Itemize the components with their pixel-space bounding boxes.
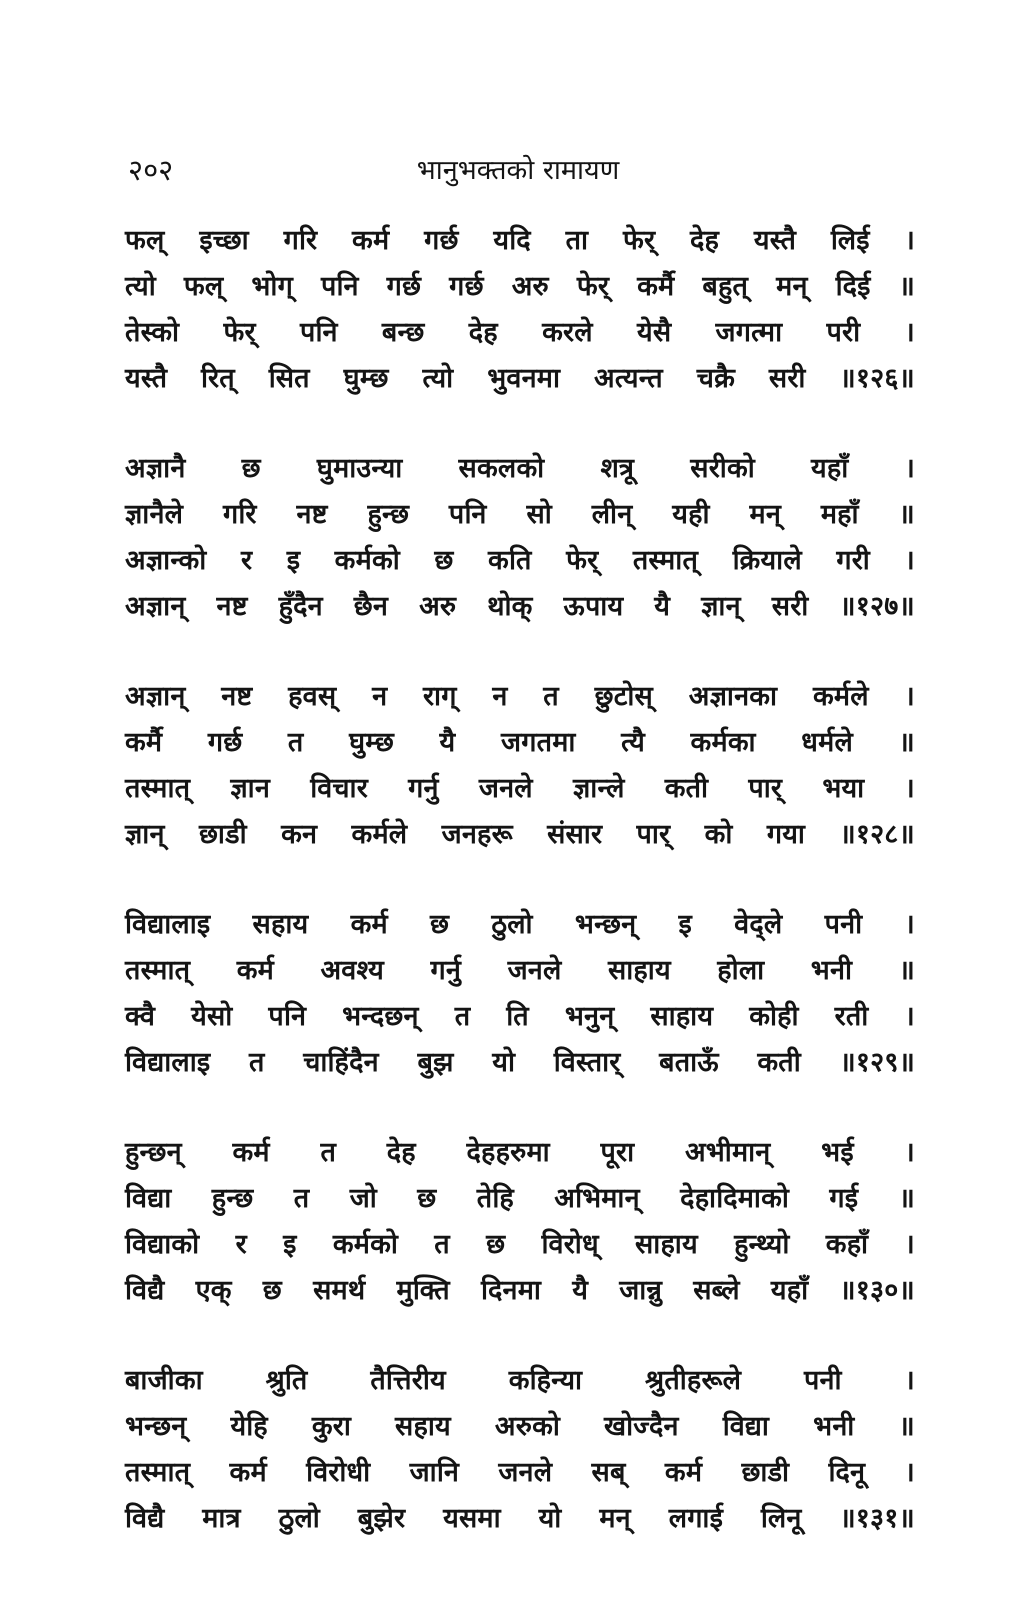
stanza <box>125 1130 915 1314</box>
verse-word: चाहिंदैन <box>303 1047 379 1078</box>
verse-line <box>125 356 915 402</box>
verse-word: थोक् <box>487 591 533 622</box>
verse-word: त्यो <box>422 363 454 394</box>
verse-end-mark: । <box>904 1229 915 1260</box>
verse-word: बाजीका <box>125 1365 203 1396</box>
verse-line <box>125 538 915 584</box>
verse-word: लीन् <box>591 499 633 530</box>
verse-word: कर्म <box>352 225 390 256</box>
verse-line <box>125 1130 915 1176</box>
verse-end-mark: । <box>904 681 915 712</box>
verse-word: सरी <box>771 591 809 622</box>
page-number: २०२ <box>128 153 174 187</box>
verse-word: छुटोस् <box>594 681 654 712</box>
verse-word: खोज्दैन <box>604 1411 679 1442</box>
verse-word: त <box>434 1229 450 1260</box>
running-header <box>128 142 908 192</box>
verse-line <box>125 1222 915 1268</box>
verse-word: र <box>235 1229 247 1260</box>
verse-word: त <box>543 681 559 712</box>
verse-word: त्यै <box>621 727 645 758</box>
verse-word: कर्म <box>664 1457 703 1488</box>
verse-word: यही <box>672 499 710 530</box>
verse-word: जनले <box>498 1457 553 1488</box>
verse-word: करले <box>542 317 593 348</box>
verse-word: सहाय <box>252 909 309 940</box>
verse-word: बुझेर <box>357 1503 406 1534</box>
verse-word: मात्र <box>202 1503 241 1534</box>
verse-word: अज्ञानका <box>688 681 778 712</box>
verse-word: विद्यालाइ <box>125 909 211 940</box>
verse-end-mark: । <box>904 225 915 256</box>
verse-word: छाडी <box>741 1457 790 1488</box>
verse-word: सब्ले <box>693 1275 740 1306</box>
verse-word: फल् <box>183 271 224 302</box>
verse-word: यस्तै <box>125 363 168 394</box>
verse-word: रती <box>834 1001 869 1032</box>
verse-word: यदि <box>493 225 531 256</box>
verse-word: भया <box>822 773 865 804</box>
verse-word: र <box>240 545 253 576</box>
verse-word: येसै <box>636 317 672 348</box>
verse-word: कर्म <box>236 955 274 986</box>
verse-word: जनले <box>478 773 533 804</box>
verse-word: क्रियाले <box>732 545 802 576</box>
verse-word: त <box>249 1047 265 1078</box>
verse-word: जो <box>349 1183 377 1214</box>
verse-word: छ <box>434 545 454 576</box>
verse-word: देह <box>386 1137 416 1168</box>
verse-word: एक् <box>195 1275 232 1306</box>
verse-word: श्रुतीहरूले <box>645 1365 742 1396</box>
verse-word: कर्मको <box>334 545 400 576</box>
verse-word: कर्म <box>350 909 388 940</box>
verse-word: गई <box>829 1183 859 1214</box>
verse-word: छ <box>486 1229 506 1260</box>
verse-word: गर्छ <box>424 225 459 256</box>
verse-word: अरु <box>511 271 549 302</box>
verse-end-mark: ॥ <box>898 271 915 302</box>
verse-word: न <box>372 681 388 712</box>
verse-word: सरी <box>768 363 806 394</box>
verse-word: फेर् <box>622 225 656 256</box>
verse-word: गर्छ <box>207 727 243 758</box>
verse-word: पूरा <box>600 1137 635 1168</box>
verse-word: दिई <box>835 271 871 302</box>
verse-word: हुन्छ <box>367 499 410 530</box>
verse-word: गया <box>766 819 806 850</box>
verse-word: इ <box>286 545 301 576</box>
verse-end-mark: । <box>904 317 915 348</box>
verse-word: पनि <box>268 1001 307 1032</box>
verse-word: देहादिमाको <box>680 1183 790 1214</box>
verse-word: सहाय <box>395 1411 451 1442</box>
verse-word: ता <box>565 225 589 256</box>
verse-word: ऊपाय <box>563 591 624 622</box>
verse-word: कन <box>281 819 318 850</box>
verse-word: यो <box>538 1503 562 1534</box>
verse-word: अभीमान् <box>684 1137 771 1168</box>
verse-word: छाडी <box>199 819 247 850</box>
verse-word: ज्ञान्ले <box>572 773 625 804</box>
verse-word: जगत्मा <box>715 317 783 348</box>
verse-word: विरोधी <box>306 1457 371 1488</box>
verse-word: फेर् <box>566 545 599 576</box>
verse-word: देह <box>468 317 498 348</box>
verse-end-mark: ॥१३१॥ <box>839 1503 915 1534</box>
verse-word: मन् <box>599 1503 631 1534</box>
verse-word: सित <box>268 363 310 394</box>
verse-word: सब् <box>591 1457 626 1488</box>
verse-word: यहाँ <box>770 1275 809 1306</box>
verse-line <box>125 674 915 720</box>
verse-word: विस्तार् <box>553 1047 621 1078</box>
verse-word: भन्छन् <box>125 1411 187 1442</box>
verse-word: तस्मात् <box>125 773 191 804</box>
verse-word: धर्मले <box>801 727 853 758</box>
verse-word: कर्मको <box>332 1229 399 1260</box>
stanza <box>125 1358 915 1542</box>
verse-word: अत्यन्त <box>594 363 663 394</box>
verse-end-mark: । <box>904 1365 915 1396</box>
verse-word: येसो <box>191 1001 233 1032</box>
verse-end-mark: । <box>904 453 915 484</box>
verse-word: पनि <box>320 271 359 302</box>
verse-word: जान्नु <box>619 1275 663 1306</box>
verse-line <box>125 1176 915 1222</box>
verse-word: मुक्ति <box>396 1275 450 1306</box>
verse-word: तस्मात् <box>632 545 699 576</box>
verse-word: कर्म <box>232 1137 270 1168</box>
verse-word: गरी <box>836 545 870 576</box>
verse-word: ज्ञान् <box>701 591 741 622</box>
verse-end-mark: । <box>904 909 915 940</box>
verse-word: ज्ञानैले <box>125 499 184 530</box>
verse-word: श्रुति <box>265 1365 308 1396</box>
verse-line <box>125 1268 915 1314</box>
verse-line <box>125 492 915 538</box>
verse-word: यै <box>654 591 671 622</box>
verse-end-mark: ॥ <box>898 1411 915 1442</box>
verse-word: त <box>287 727 304 758</box>
verse-word: इ <box>678 909 692 940</box>
verse-word: क्वै <box>125 1001 156 1032</box>
verse-line <box>125 902 915 948</box>
verse-word: अज्ञान् <box>125 681 186 712</box>
verse-word: फेर् <box>576 271 610 302</box>
verse-end-mark: ॥ <box>898 727 915 758</box>
verse-word: देहहरुमा <box>466 1137 550 1168</box>
verse-line <box>125 1040 915 1086</box>
verse-word: जानि <box>409 1457 460 1488</box>
verse-word: तेहि <box>476 1183 514 1214</box>
verse-line <box>125 446 915 492</box>
verse-line <box>125 994 915 1040</box>
verse-word: फेर् <box>223 317 256 348</box>
verse-word: बन्छ <box>381 317 425 348</box>
verse-word: नष्ट <box>216 591 248 622</box>
verse-end-mark: ॥ <box>898 1183 915 1214</box>
verse-word: पनि <box>299 317 338 348</box>
verse-line <box>125 812 915 858</box>
verse-word: कोही <box>749 1001 799 1032</box>
verse-word: भन्छन् <box>574 909 637 940</box>
verse-word: त <box>293 1183 310 1214</box>
verse-word: छ <box>430 909 450 940</box>
verse-block <box>125 218 915 1542</box>
verse-word: इच्छा <box>199 225 249 256</box>
verse-end-mark: । <box>904 1137 915 1168</box>
verse-word: इ <box>283 1229 297 1260</box>
verse-word: छ <box>241 453 261 484</box>
verse-word: जनले <box>507 955 562 986</box>
verse-word: कर्मै <box>125 727 163 758</box>
verse-word: भोग् <box>251 271 293 302</box>
verse-word: साहाय <box>607 955 671 986</box>
verse-word: मन् <box>776 271 808 302</box>
verse-line <box>125 218 915 264</box>
verse-word: विरोध् <box>541 1229 599 1260</box>
verse-end-mark: । <box>904 1001 915 1032</box>
verse-line <box>125 1358 915 1404</box>
verse-word: ठुलो <box>491 909 533 940</box>
verse-word: हुन्छन् <box>125 1137 182 1168</box>
verse-word: अज्ञान्को <box>125 545 207 576</box>
verse-word: पनी <box>803 1365 842 1396</box>
verse-line <box>125 1496 915 1542</box>
verse-word: छ <box>262 1275 282 1306</box>
verse-word: वेद्ले <box>734 909 783 940</box>
verse-word: हुन्छ <box>211 1183 254 1214</box>
verse-word: अवश्य <box>320 955 385 986</box>
verse-word: येहि <box>230 1411 268 1442</box>
verse-word: छैन <box>353 591 389 622</box>
verse-word: तेस्को <box>125 317 180 348</box>
verse-word: त्यो <box>125 271 156 302</box>
verse-word: गर्नु <box>430 955 462 986</box>
verse-word: विचार <box>310 773 368 804</box>
verse-word: लिनू <box>760 1503 802 1534</box>
verse-word: शत्रू <box>600 453 635 484</box>
verse-word: कती <box>664 773 709 804</box>
verse-word: विद्यै <box>125 1503 165 1534</box>
verse-word: कहाँ <box>825 1229 869 1260</box>
verse-word: पनी <box>824 909 863 940</box>
verse-word: गर्नु <box>408 773 439 804</box>
verse-end-mark: ॥ <box>898 955 915 986</box>
verse-word: विद्या <box>125 1183 172 1214</box>
verse-word: पनि <box>448 499 487 530</box>
verse-word: हुन्थ्यो <box>734 1229 790 1260</box>
verse-word: ठुलो <box>278 1503 320 1534</box>
verse-word: दिनमा <box>481 1275 542 1306</box>
verse-word: भई <box>821 1137 854 1168</box>
verse-word: कर्मका <box>690 727 756 758</box>
verse-word: कर्मै <box>637 271 675 302</box>
stanza <box>125 446 915 630</box>
verse-word: महाँ <box>820 499 859 530</box>
verse-word: गरि <box>283 225 318 256</box>
verse-word: चक्रै <box>696 363 736 394</box>
verse-word: भन्दछन् <box>342 1001 419 1032</box>
verse-end-mark: ॥१२६॥ <box>839 363 915 394</box>
verse-word: परी <box>826 317 861 348</box>
verse-word: साहाय <box>650 1001 714 1032</box>
verse-line <box>125 720 915 766</box>
verse-word: समर्थ <box>313 1275 366 1306</box>
verse-word: कर्मले <box>812 681 869 712</box>
verse-word: भनुन् <box>564 1001 615 1032</box>
verse-word: लिई <box>830 225 870 256</box>
verse-word: सकलको <box>458 453 545 484</box>
verse-word: बुझ <box>417 1047 454 1078</box>
stanza <box>125 218 915 402</box>
verse-end-mark: ॥ <box>898 499 915 530</box>
verse-line <box>125 766 915 812</box>
verse-word: यै <box>439 727 456 758</box>
verse-word: सो <box>526 499 552 530</box>
verse-word: नष्ट <box>221 681 253 712</box>
verse-word: घुम्छ <box>349 727 394 758</box>
verse-word: राग् <box>423 681 457 712</box>
verse-word: मन् <box>749 499 781 530</box>
verse-word: कती <box>757 1047 801 1078</box>
verse-word: पार् <box>636 819 671 850</box>
verse-word: नष्ट <box>296 499 328 530</box>
verse-end-mark: ॥१२७॥ <box>839 591 915 622</box>
verse-word: गरि <box>223 499 257 530</box>
verse-word: विद्याको <box>125 1229 200 1260</box>
verse-line <box>125 948 915 994</box>
verse-end-mark: । <box>904 545 915 576</box>
verse-word: अरु <box>419 591 457 622</box>
verse-line <box>125 310 915 356</box>
verse-word: जगतमा <box>500 727 576 758</box>
verse-end-mark: ॥१३०॥ <box>839 1275 915 1306</box>
verse-word: यै <box>572 1275 589 1306</box>
verse-word: तैत्तिरीय <box>370 1365 446 1396</box>
verse-word: कर्मले <box>351 819 408 850</box>
verse-word: तस्मात् <box>125 1457 191 1488</box>
verse-word: हुँदैन <box>278 591 323 622</box>
verse-word: कहिन्या <box>508 1365 583 1396</box>
verse-end-mark: ॥१२८॥ <box>839 819 915 850</box>
verse-line <box>125 584 915 630</box>
verse-word: अभिमान् <box>554 1183 640 1214</box>
verse-word: बहुत् <box>702 271 749 302</box>
verse-word: घुम्छ <box>343 363 389 394</box>
stanza <box>125 902 915 1086</box>
verse-word: यस्तै <box>753 225 797 256</box>
verse-word: साहाय <box>635 1229 698 1260</box>
verse-word: विद्यालाइ <box>125 1047 211 1078</box>
verse-word: ज्ञान् <box>125 819 165 850</box>
verse-word: गर्छ <box>386 271 422 302</box>
verse-word: लगाई <box>668 1503 724 1534</box>
verse-word: छ <box>417 1183 437 1214</box>
verse-word: देह <box>690 225 720 256</box>
verse-word: कति <box>488 545 532 576</box>
verse-word: यहाँ <box>811 453 849 484</box>
verse-word: विद्या <box>722 1411 770 1442</box>
verse-word: जनहरू <box>441 819 513 850</box>
verse-word: विद्यै <box>125 1275 165 1306</box>
verse-word: यसमा <box>443 1503 501 1534</box>
verse-word: दिनू <box>828 1457 866 1488</box>
verse-word: घुमाउन्या <box>316 453 403 484</box>
verse-word: सरीको <box>690 453 755 484</box>
verse-word: अरुको <box>494 1411 561 1442</box>
verse-end-mark: । <box>904 1457 915 1488</box>
verse-word: हवस् <box>288 681 337 712</box>
verse-word: तस्मात् <box>125 955 191 986</box>
verse-line <box>125 264 915 310</box>
verse-word: संसार <box>547 819 603 850</box>
verse-word: बताऊँ <box>659 1047 719 1078</box>
verse-word: कर्म <box>229 1457 267 1488</box>
verse-word: यो <box>492 1047 516 1078</box>
verse-word: त <box>454 1001 471 1032</box>
verse-word: होला <box>717 955 765 986</box>
verse-line <box>125 1404 915 1450</box>
stanza <box>125 674 915 858</box>
verse-word: अज्ञान् <box>125 591 186 622</box>
verse-word: फल् <box>125 225 165 256</box>
verse-word: गर्छ <box>449 271 484 302</box>
verse-line <box>125 1450 915 1496</box>
verse-word: त <box>320 1137 337 1168</box>
verse-word: न <box>492 681 508 712</box>
verse-word: ति <box>506 1001 529 1032</box>
verse-word: ज्ञान <box>230 773 271 804</box>
verse-end-mark: ॥१२९॥ <box>839 1047 915 1078</box>
verse-word: पार् <box>748 773 783 804</box>
verse-word: भुवनमा <box>487 363 561 394</box>
verse-word: को <box>704 819 733 850</box>
verse-word: अज्ञानै <box>125 453 186 484</box>
verse-word: रित् <box>201 363 235 394</box>
verse-end-mark: । <box>904 773 915 804</box>
verse-word: भनी <box>810 955 853 986</box>
book-title: भानुभक्तको रामायण <box>416 155 620 186</box>
verse-word: कुरा <box>311 1411 352 1442</box>
verse-word: भनी <box>813 1411 855 1442</box>
